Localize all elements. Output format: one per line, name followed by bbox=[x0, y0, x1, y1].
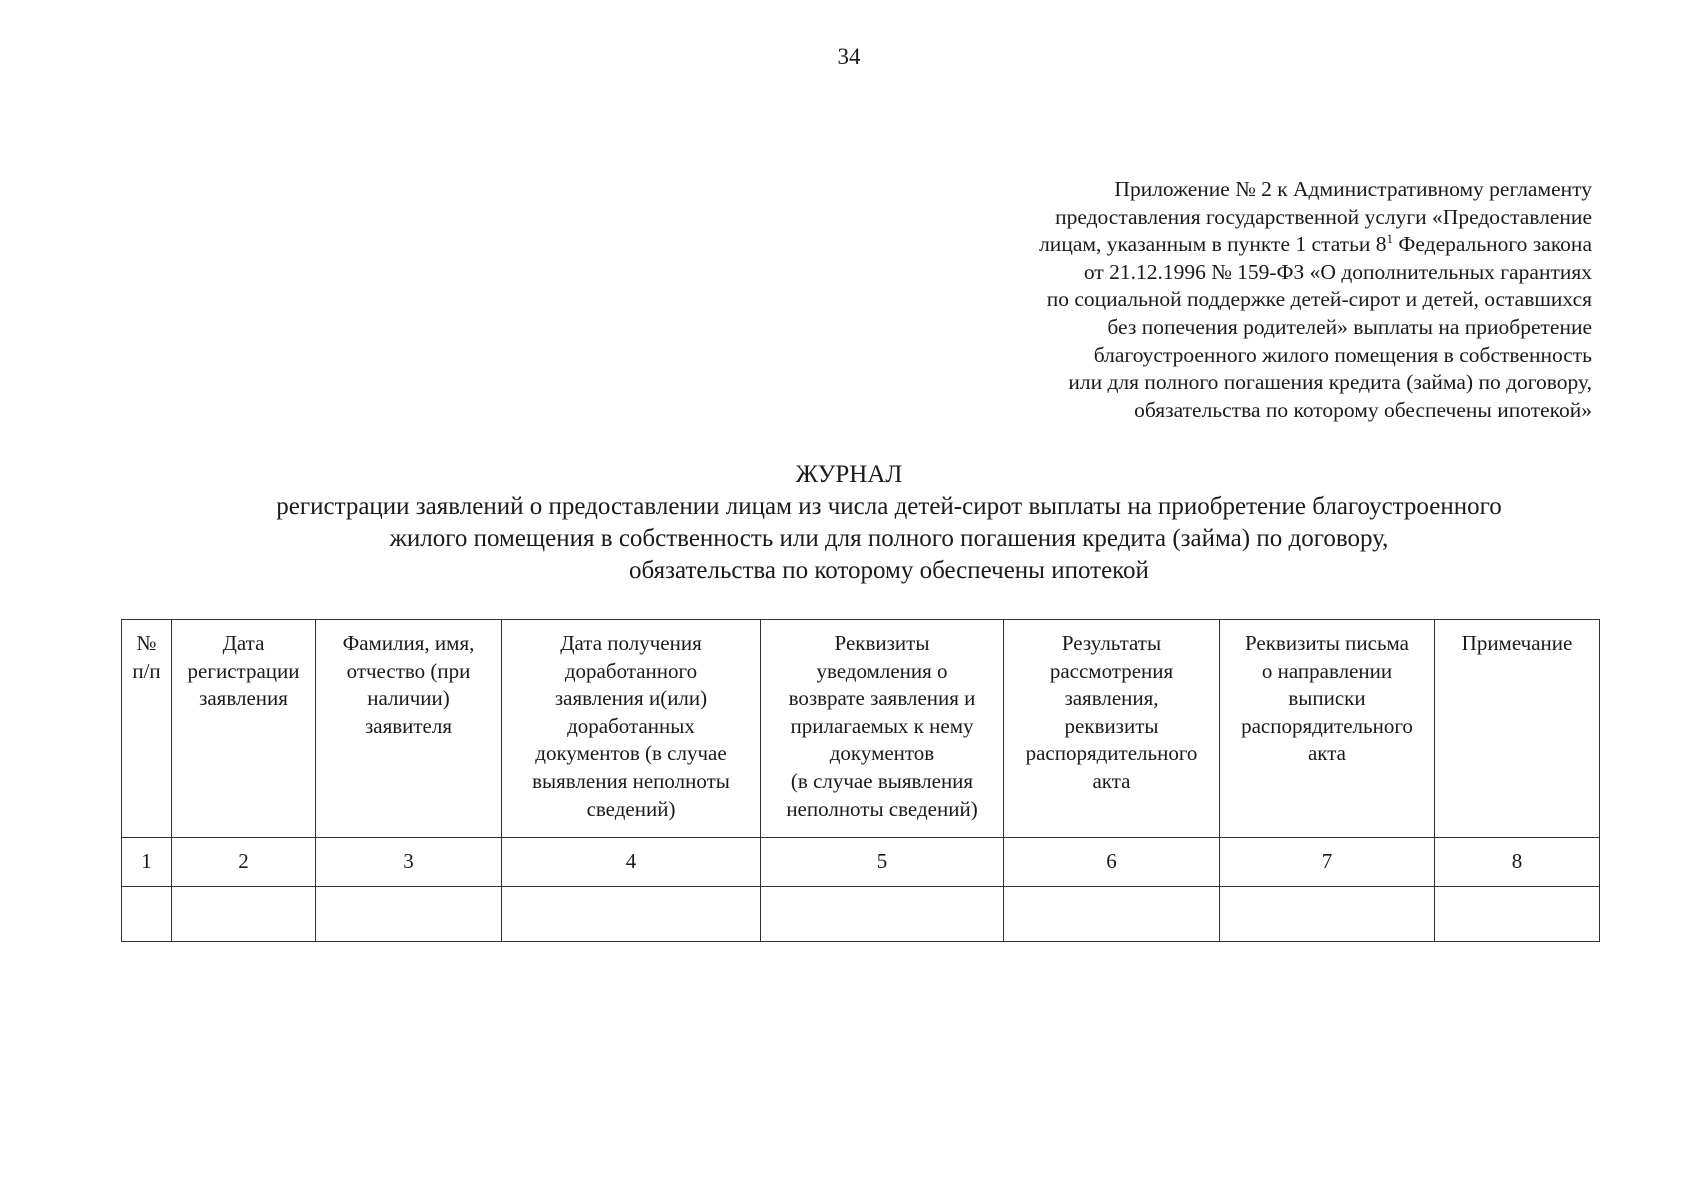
page-number: 34 bbox=[837, 44, 861, 69]
header-applicant-name-text: Фамилия, имя, отчество (при наличии) заявителя bbox=[342, 631, 475, 738]
header-number-text: № п/п bbox=[132, 631, 161, 683]
header-letter-details-text: Реквизиты письма о направлении выписки распорядительного акта bbox=[1241, 631, 1413, 766]
appendix-line-4: от 21.12.1996 № 159-ФЗ «О дополнительных гарантиях bbox=[1083, 259, 1592, 284]
header-cell-letter-details bbox=[1220, 620, 1435, 838]
header-cell-applicant-name bbox=[316, 620, 502, 838]
header-cell-number bbox=[122, 620, 172, 838]
header-cell-review-results bbox=[1004, 620, 1220, 838]
empty-cell bbox=[1004, 887, 1220, 942]
appendix-line-1: Приложение № 2 к Административному регламенту bbox=[1114, 177, 1592, 201]
column-number-row bbox=[122, 838, 1600, 887]
empty-cell bbox=[502, 887, 761, 942]
column-number-6: 6 bbox=[1004, 838, 1220, 887]
header-note-text: Примечание bbox=[1461, 631, 1573, 655]
header-return-notice-text: Реквизиты уведомления о возврате заявления и прилагаемых к нему документов (в случае выявления неполноты сведений) bbox=[786, 631, 978, 821]
appendix-line-5: по социальной поддержке детей-сирот и детей, оставшихся bbox=[1046, 287, 1592, 312]
header-review-results-text: Результаты рассмотрения заявления, реквизиты распорядительного акта bbox=[1025, 631, 1198, 793]
registration-journal-table bbox=[121, 619, 1600, 942]
journal-subtitle bbox=[120, 491, 1658, 587]
appendix-line-8: или для полного погашения кредита (займа) по договору, bbox=[1068, 370, 1592, 395]
empty-cell bbox=[316, 887, 502, 942]
appendix-line-6: без попечения родителей» выплаты на приобретение bbox=[1107, 314, 1592, 339]
appendix-line-3-tail: Федерального закона bbox=[1393, 232, 1592, 257]
column-number-4: 4 bbox=[502, 838, 761, 887]
column-number-3: 3 bbox=[316, 838, 502, 887]
header-cell-registration-date bbox=[172, 620, 316, 838]
empty-cell bbox=[761, 887, 1004, 942]
header-registration-date-text: Дата регистрации заявления bbox=[187, 631, 300, 711]
appendix-line-2: предоставления государственной услуги «Предоставление bbox=[1055, 204, 1592, 229]
journal-subtitle-line-3: обязательства по которому обеспечены ипотекой bbox=[629, 557, 1149, 584]
empty-cell bbox=[172, 887, 316, 942]
appendix-line-9: обязательства по которому обеспечены ипотекой» bbox=[1134, 397, 1592, 422]
journal-subtitle-line-2: жилого помещения в собственность или для полного погашения кредита (займа) по договору, bbox=[389, 525, 1389, 552]
appendix-note bbox=[892, 176, 1592, 424]
journal-subtitle-line-1: регистрации заявлений о предоставлении лицам из числа детей-сирот выплаты на приобретение благоустроенного bbox=[276, 493, 1502, 520]
header-cell-revised-date bbox=[502, 620, 761, 838]
header-cell-return-notice bbox=[761, 620, 1004, 838]
appendix-line-7: благоустроенного жилого помещения в собственность bbox=[1093, 342, 1592, 367]
column-number-1: 1 bbox=[122, 838, 172, 887]
header-cell-note bbox=[1435, 620, 1600, 838]
header-revised-date-text: Дата получения доработанного заявления и(или) доработанных документов (в случае выявления неполноты сведений) bbox=[532, 631, 730, 821]
article-superscript: 1 bbox=[1386, 231, 1394, 247]
journal-title: ЖУРНАЛ bbox=[795, 461, 903, 488]
column-number-2: 2 bbox=[172, 838, 316, 887]
table-header-row bbox=[122, 620, 1600, 838]
appendix-line-3 bbox=[892, 231, 1592, 259]
empty-cell bbox=[1220, 887, 1435, 942]
column-number-7: 7 bbox=[1220, 838, 1435, 887]
column-number-8: 8 bbox=[1435, 838, 1600, 887]
column-number-5: 5 bbox=[761, 838, 1004, 887]
appendix-line-3-text: лицам, указанным в пункте 1 статьи 8 bbox=[1039, 232, 1387, 257]
table-row bbox=[122, 887, 1600, 942]
empty-cell bbox=[122, 887, 172, 942]
empty-cell bbox=[1435, 887, 1600, 942]
